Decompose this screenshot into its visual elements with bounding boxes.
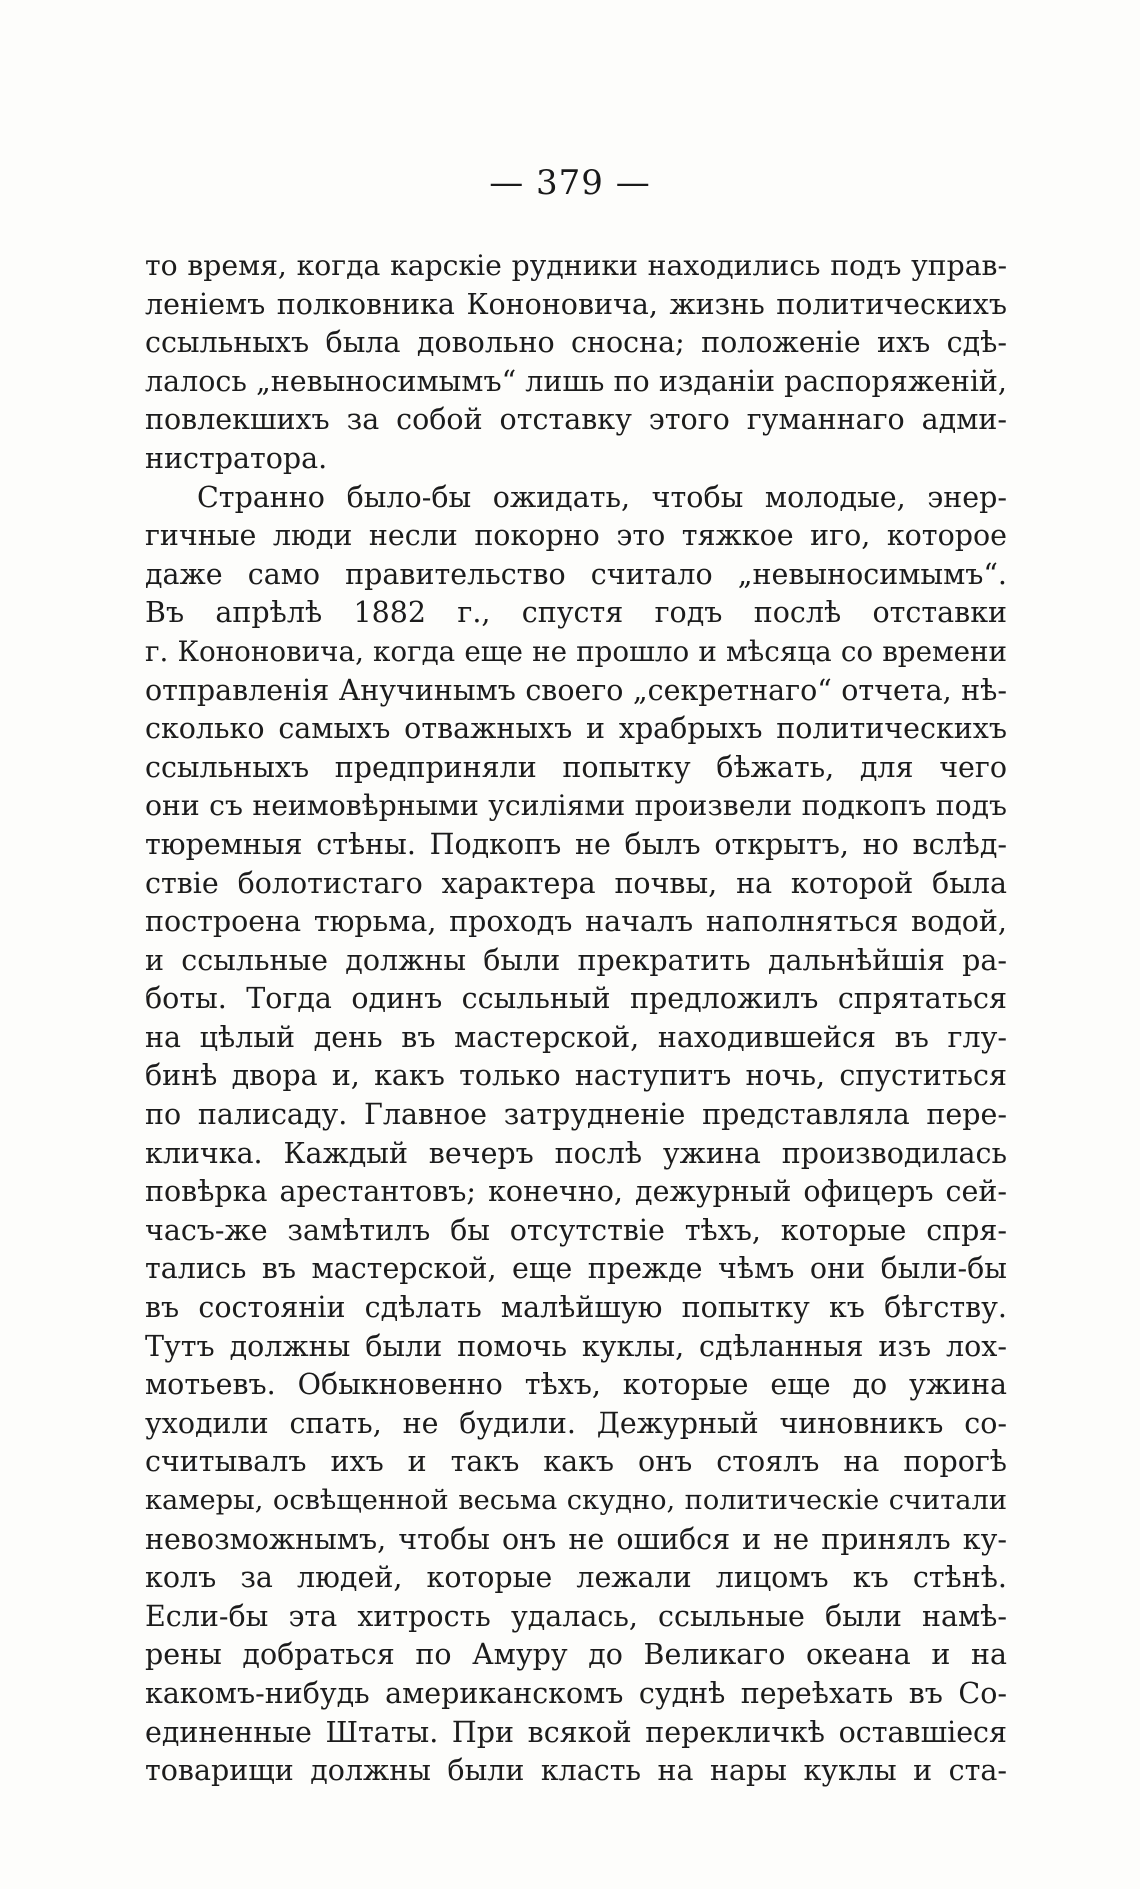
text-line: гичные люди несли покорно это тяжкое иго, которое: [145, 519, 1007, 553]
text-line: часъ-же замѣтилъ бы отсутствіе тѣхъ, которые спря-: [145, 1213, 1007, 1247]
text-line: рены добраться по Амуру до Великаго океана и на: [145, 1638, 1007, 1672]
text-line: тались въ мастерской, еще прежде чѣмъ они были-бы: [145, 1252, 1007, 1286]
text-line: г. Кононовича, когда еще не прошло и мѣсяца со времени: [145, 634, 1007, 668]
text-line: по палисаду. Главное затрудненіе представляла пере-: [145, 1098, 1007, 1132]
text-line: даже само правительство считало „невыносимымъ“.: [145, 557, 1007, 591]
text-line: камеры, освѣщенной весьма скудно, политическіе считали: [145, 1485, 1007, 1516]
text-line: нистратора.: [145, 441, 328, 475]
text-line: кличка. Каждый вечеръ послѣ ужина производилась: [145, 1136, 1007, 1170]
text-line: построена тюрьма, проходъ началъ наполняться водой,: [145, 905, 1007, 939]
text-line: уходили спать, не будили. Дежурный чиновникъ со-: [145, 1406, 1007, 1440]
text-line: и ссыльные должны были прекратить дальнѣйшія ра-: [145, 943, 1007, 977]
page-number: — 379 —: [489, 163, 651, 203]
text-line: ссыльныхъ была довольно сносна; положеніе ихъ сдѣ-: [145, 326, 1007, 360]
text-line: считывалъ ихъ и такъ какъ онъ стоялъ на порогѣ: [145, 1445, 1007, 1479]
text-line: ссыльныхъ предприняли попытку бѣжать, для чего: [145, 750, 1007, 784]
text-line: бинѣ двора и, какъ только наступитъ ночь, спуститься: [145, 1059, 1007, 1093]
text-line: на цѣлый день въ мастерской, находившейся въ глу-: [145, 1020, 1007, 1054]
text-line: колъ за людей, которые лежали лицомъ къ стѣнѣ.: [145, 1561, 1007, 1595]
text-line: Тутъ должны были помочь куклы, сдѣланныя изъ лох-: [145, 1329, 1007, 1363]
text-line: они съ неимовѣрными усиліями произвели подкопъ подъ: [145, 789, 1007, 823]
text-line: повлекшихъ за собой отставку этого гуманнаго адми-: [145, 403, 1007, 437]
text-line: то время, когда карскіе рудники находились подъ управ-: [145, 249, 1007, 282]
text-line: какомъ-нибудь американскомъ суднѣ переѣхать въ Со-: [145, 1676, 1007, 1710]
text-line: Въ апрѣлѣ 1882 г., спустя годъ послѣ отставки: [145, 596, 1007, 630]
text-line: леніемъ полковника Кононовича, жизнь политическихъ: [145, 287, 1007, 321]
text-line: Странно было-бы ожидать, чтобы молодые, энер-: [197, 480, 1007, 514]
text-line: сколько самыхъ отважныхъ и храбрыхъ политическихъ: [145, 712, 1007, 746]
text-line: единенные Штаты. При всякой перекличкѣ оставшіеся: [145, 1715, 1007, 1749]
text-line: Если-бы эта хитрость удалась, ссыльные были намѣ-: [145, 1599, 1007, 1633]
body-text: [145, 247, 1007, 1791]
text-line: въ состояніи сдѣлать малѣйшую попытку къ бѣгству.: [145, 1291, 1007, 1325]
text-line: товарищи должны были класть на нары куклы и ста-: [145, 1754, 1007, 1788]
text-line: ствіе болотистаго характера почвы, на которой была: [145, 866, 1007, 900]
text-line: лалось „невыносимымъ“ лишь по изданіи распоряженій,: [145, 364, 1007, 398]
text-line: невозможнымъ, чтобы онъ не ошибся и не принялъ ку-: [145, 1522, 1007, 1556]
text-line: мотьевъ. Обыкновенно тѣхъ, которые еще до ужина: [145, 1368, 1007, 1402]
text-line: отправленія Анучинымъ своего „секретнаго“ отчета, нѣ-: [145, 673, 1007, 707]
text-line: повѣрка арестантовъ; конечно, дежурный офицеръ сей-: [145, 1175, 1007, 1209]
text-line: тюремныя стѣны. Подкопъ не былъ открытъ, но вслѣд-: [145, 827, 1007, 861]
text-line: боты. Тогда одинъ ссыльный предложилъ спрятаться: [145, 982, 1007, 1016]
